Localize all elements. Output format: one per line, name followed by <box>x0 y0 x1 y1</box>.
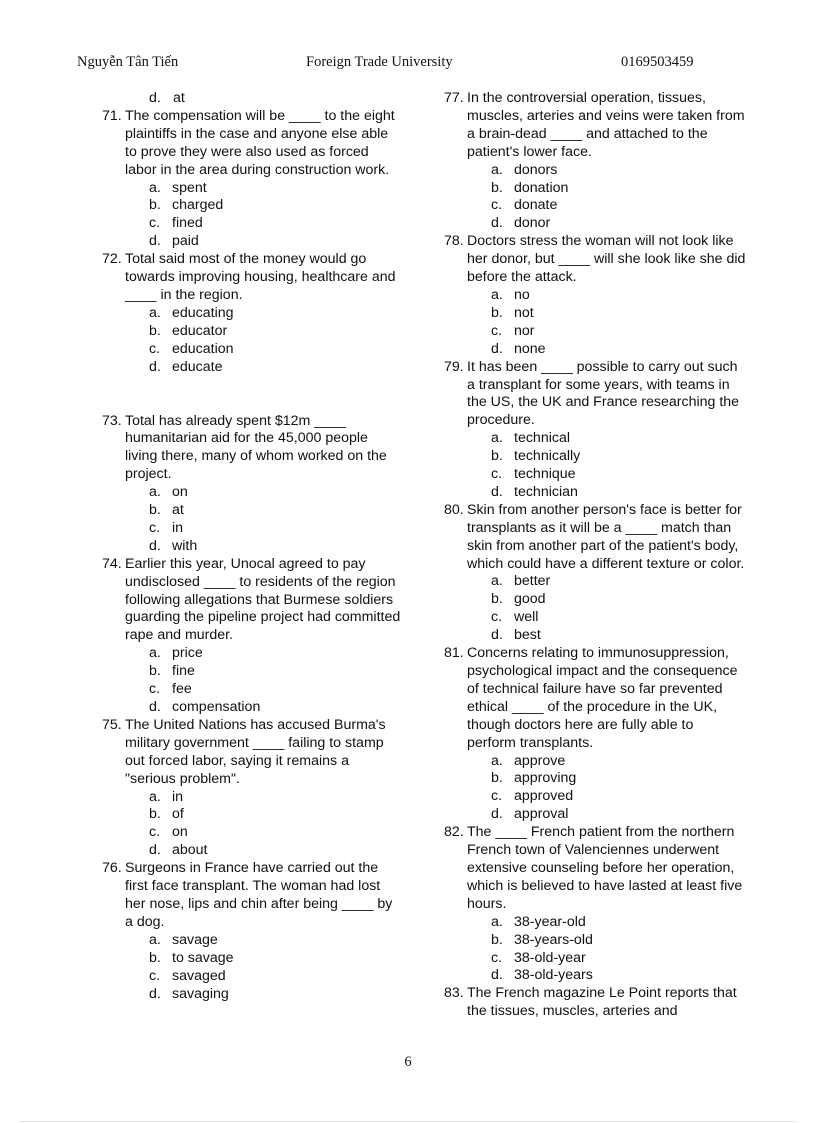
option-a <box>125 484 402 502</box>
option-letter: d. <box>491 483 503 500</box>
option-text: donors <box>514 161 558 178</box>
option-text: savaged <box>172 967 226 984</box>
option-d <box>467 484 746 502</box>
page-number: 6 <box>404 1054 412 1070</box>
option-letter: a. <box>149 304 161 321</box>
option-letter: b. <box>491 591 503 608</box>
question-77 <box>444 90 746 233</box>
option-text: technical <box>514 430 570 447</box>
option-letter: c. <box>149 681 161 698</box>
option-letter: c. <box>149 967 161 984</box>
option-c <box>125 215 402 233</box>
option-letter: b. <box>149 949 161 966</box>
option-c <box>467 950 746 968</box>
option-letter: a. <box>149 788 161 805</box>
option-text: donor <box>514 215 551 232</box>
question-76 <box>102 860 402 1003</box>
continued-option <box>102 90 402 108</box>
option-text: with <box>172 537 198 554</box>
question-83 <box>444 985 746 1021</box>
option-text: charged <box>172 197 224 214</box>
option-c <box>467 609 746 627</box>
option-list <box>125 180 402 252</box>
right-column <box>444 90 746 1021</box>
option-letter: c. <box>491 609 503 626</box>
option-c <box>125 520 402 538</box>
option-b <box>125 663 402 681</box>
option-letter: c. <box>491 788 503 805</box>
option-text: nor <box>514 322 535 339</box>
option-text: approval <box>514 806 569 823</box>
header-phone: 0169503459 <box>621 54 694 70</box>
option-b <box>467 180 746 198</box>
option-letter: d. <box>491 627 503 644</box>
question-71 <box>102 108 402 251</box>
option-d <box>467 627 746 645</box>
question-text: It has been ____ possible to carry out such a transplant for some years, with teams in the US, the UK and France researching the procedure. <box>467 358 740 429</box>
question-number: 72. <box>102 251 122 268</box>
option-c <box>467 466 746 484</box>
option-text: fee <box>172 681 192 698</box>
header-author: Nguyễn Tân Tiến <box>77 54 179 70</box>
option-letter: b. <box>149 502 161 519</box>
option-a <box>467 573 746 591</box>
question-78 <box>444 233 746 358</box>
question-text: Concerns relating to immunosuppression, psychological impact and the consequence of technical failure have so far prevented ethical ____ of the procedure in the UK, though doctors here are fully able to perform transplants. <box>467 645 738 751</box>
option-list <box>467 914 746 986</box>
option-text: on <box>172 484 188 501</box>
option-letter: c. <box>491 949 503 966</box>
option-b <box>125 323 402 341</box>
option-text: 38-old-year <box>514 949 586 966</box>
question-number: 79. <box>444 358 464 375</box>
question-number: 81. <box>444 645 464 662</box>
question-number: 73. <box>102 412 122 429</box>
option-text: 38-old-years <box>514 967 593 984</box>
option-list <box>125 484 402 556</box>
option-letter: a. <box>149 179 161 196</box>
option-text: not <box>514 304 534 321</box>
header-school: Foreign Trade University <box>306 54 453 70</box>
option-letter: d. <box>149 90 161 106</box>
option-letter: d. <box>491 215 503 232</box>
option-list <box>125 932 402 1004</box>
option-letter: b. <box>149 197 161 214</box>
option-c <box>125 824 402 842</box>
option-c <box>467 197 746 215</box>
option-b <box>467 591 746 609</box>
option-letter: b. <box>149 663 161 680</box>
option-d <box>467 967 746 985</box>
option-letter: d. <box>491 806 503 823</box>
question-74 <box>102 556 402 717</box>
option-letter: d. <box>149 537 161 554</box>
option-text: good <box>514 591 546 608</box>
question-text: Total has already spent $12m ____ humanitarian aid for the 45,000 people living there, many of whom worked on the project. <box>125 412 387 483</box>
option-text: about <box>172 842 208 859</box>
question-72 <box>102 251 402 376</box>
option-letter: c. <box>149 824 161 841</box>
option-d <box>125 986 402 1004</box>
option-text: fined <box>172 215 203 232</box>
option-c <box>125 341 402 359</box>
option-text: on <box>172 824 188 841</box>
option-letter: d. <box>149 358 161 375</box>
question-text: In the controversial operation, tissues, muscles, arteries and veins were taken from a brain-dead ____ and attached to the patient's lower face. <box>467 90 745 160</box>
option-letter: d. <box>149 842 161 859</box>
option-d <box>467 215 746 233</box>
option-letter: c. <box>149 519 161 536</box>
option-text: technically <box>514 448 581 465</box>
question-number: 76. <box>102 860 122 877</box>
option-letter: b. <box>491 179 503 196</box>
option-d <box>125 233 402 251</box>
option-letter: a. <box>491 573 503 590</box>
option-text: fine <box>172 663 195 680</box>
option-a <box>125 932 402 950</box>
option-text: education <box>172 340 234 357</box>
option-b <box>467 305 746 323</box>
question-81 <box>444 645 746 824</box>
option-list <box>467 573 746 645</box>
option-list <box>125 645 402 717</box>
option-text: at <box>173 90 185 106</box>
option-text: spent <box>172 179 207 196</box>
option-b <box>467 932 746 950</box>
option-list <box>125 305 402 377</box>
left-column <box>102 90 402 1003</box>
question-text: The United Nations has accused Burma's military government ____ failing to stamp out forced labor, saying it remains a "serious problem". <box>125 716 386 787</box>
option-text: none <box>514 340 546 357</box>
option-b <box>125 197 402 215</box>
option-letter: b. <box>491 448 503 465</box>
question-number: 77. <box>444 90 464 106</box>
option-letter: c. <box>149 340 161 357</box>
option-text: 38-year-old <box>514 913 586 930</box>
question-82 <box>444 824 746 985</box>
option-letter: a. <box>491 430 503 447</box>
option-letter: d. <box>149 699 161 715</box>
question-text: Total said most of the money would go towards improving housing, healthcare and ____ in the region. <box>125 251 396 303</box>
question-text: The French magazine Le Point reports that the tissues, muscles, arteries and <box>467 985 737 1020</box>
option-letter: b. <box>491 304 503 321</box>
option-d <box>125 699 402 717</box>
option-letter: b. <box>149 806 161 823</box>
option-text: educate <box>172 358 223 375</box>
option-d <box>467 341 746 359</box>
option-letter: c. <box>149 215 161 232</box>
option-letter: a. <box>149 931 161 948</box>
option-text: technician <box>514 483 578 500</box>
option-letter: a. <box>149 645 161 662</box>
question-number: 75. <box>102 716 122 733</box>
option-c <box>125 681 402 699</box>
option-text: well <box>514 609 539 626</box>
option-text: savaging <box>172 985 229 1002</box>
option-text: donate <box>514 197 558 214</box>
option-a <box>125 305 402 323</box>
option-letter: a. <box>491 286 503 303</box>
option-a <box>125 645 402 663</box>
question-75 <box>102 717 402 860</box>
question-number: 80. <box>444 501 464 518</box>
option-list <box>467 430 746 502</box>
option-list <box>125 789 402 861</box>
option-a <box>467 914 746 932</box>
option-text: in <box>172 788 184 805</box>
option-text: of <box>172 806 184 823</box>
option-text: technique <box>514 466 576 483</box>
question-80 <box>444 502 746 645</box>
option-text: approving <box>514 770 577 787</box>
question-number: 83. <box>444 985 464 1002</box>
option-text: approve <box>514 752 566 769</box>
question-text: The compensation will be ____ to the eight plaintiffs in the case and anyone else able to prove they were also used as forced labor in the area during construction work. <box>125 107 395 178</box>
option-text: better <box>514 573 551 590</box>
question-number: 71. <box>102 107 122 124</box>
option-letter: c. <box>491 322 503 339</box>
option-list <box>467 287 746 359</box>
option-letter: d. <box>149 985 161 1002</box>
option-b <box>125 806 402 824</box>
option-text: at <box>172 502 184 519</box>
option-text: educating <box>172 304 234 321</box>
option-text: 38-years-old <box>514 931 593 948</box>
option-text: to savage <box>172 949 234 966</box>
option-a <box>125 180 402 198</box>
question-text: Doctors stress the woman will not look like her donor, but ____ will she look like she did before the attack. <box>467 233 746 286</box>
option-letter: c. <box>491 466 503 483</box>
option-letter: a. <box>491 161 503 178</box>
question-text: Surgeons in France have carried out the first face transplant. The woman had lost her nose, lips and chin after being ____ by a dog. <box>125 860 393 930</box>
option-c <box>467 788 746 806</box>
option-text: price <box>172 645 203 662</box>
option-letter: a. <box>149 484 161 501</box>
option-text: donation <box>514 179 569 196</box>
option-a <box>467 287 746 305</box>
option-text: in <box>172 519 184 536</box>
option-text: compensation <box>172 699 261 715</box>
option-text: approved <box>514 788 574 805</box>
question-text: Earlier this year, Unocal agreed to pay undisclosed ____ to residents of the region following allegations that Burmese soldiers guarding the pipeline project had committed rape and murder. <box>125 555 401 644</box>
question-number: 78. <box>444 233 464 250</box>
option-a <box>467 430 746 448</box>
option-d <box>125 359 402 377</box>
option-b <box>125 950 402 968</box>
page-bottom-divider <box>20 1121 796 1122</box>
option-a <box>467 162 746 180</box>
option-list <box>467 162 746 234</box>
option-letter: a. <box>491 913 503 930</box>
option-letter: d. <box>149 233 161 250</box>
option-b <box>467 448 746 466</box>
option-letter: c. <box>491 197 503 214</box>
question-text: Skin from another person's face is better for transplants as it will be a ____ match than skin from another part of the patient's body, which could have a different texture or color. <box>467 501 745 572</box>
option-text: educator <box>172 322 228 339</box>
question-number: 82. <box>444 824 464 841</box>
option-b <box>125 502 402 520</box>
question-73 <box>102 413 402 556</box>
option-d <box>125 538 402 556</box>
option-letter: b. <box>491 770 503 787</box>
option-letter: a. <box>491 752 503 769</box>
option-letter: b. <box>491 931 503 948</box>
option-text: best <box>514 627 541 644</box>
option-text: no <box>514 286 530 303</box>
option-list <box>467 753 746 825</box>
blank-gap <box>102 377 402 413</box>
option-c <box>125 968 402 986</box>
option-d <box>125 842 402 860</box>
question-number: 74. <box>102 555 122 572</box>
option-a <box>467 753 746 771</box>
option-letter: d. <box>491 967 503 984</box>
option-c <box>467 323 746 341</box>
option-letter: d. <box>491 340 503 357</box>
option-text: paid <box>172 233 199 250</box>
question-text: The ____ French patient from the northern French town of Valenciennes underwent extensive counseling before her operation, which is believed to have lasted at least five hours. <box>467 824 743 912</box>
option-letter: b. <box>149 322 161 339</box>
option-b <box>467 770 746 788</box>
option-d <box>467 806 746 824</box>
option-text: savage <box>172 931 218 948</box>
question-79 <box>444 359 746 502</box>
option-a <box>125 789 402 807</box>
